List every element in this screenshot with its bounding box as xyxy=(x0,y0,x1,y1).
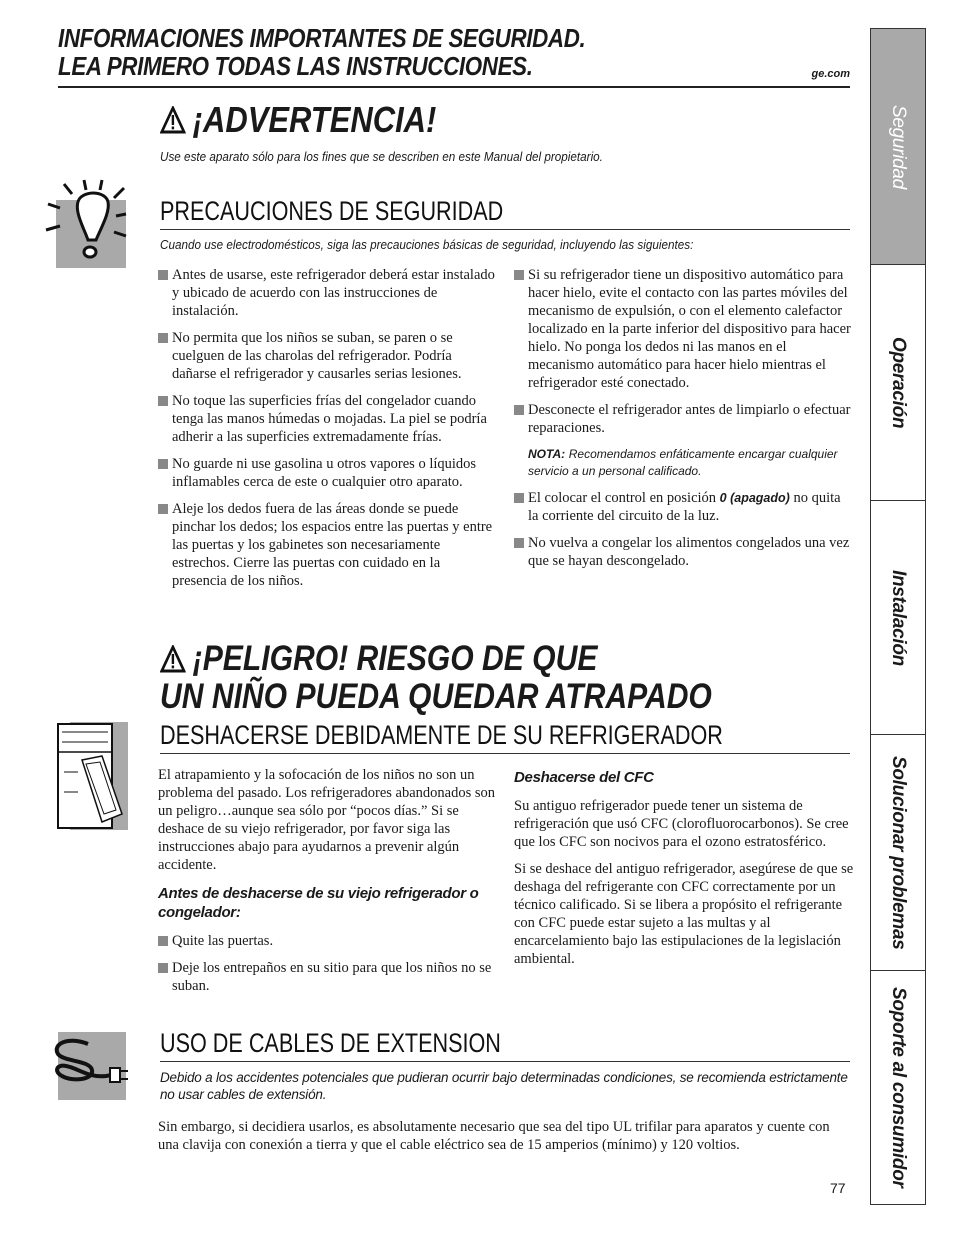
list-item: Si su refrigerador tiene un dispositivo automático para hacer hielo, evite el contacto con las partes móviles del mecanismo de expulsión, o con el elemento calefactor localizado en la parte inferior del dispositivo para hacer hielo. No ponga los dedos ni las manos en el mecanismo automático para hacer hielo mientras el refrigerador esté conectado. xyxy=(514,266,854,392)
tab-instalacion[interactable]: Instalación xyxy=(871,501,925,735)
cfc-paragraph: Su antiguo refrigerador puede tener un sistema de refrigeración que usó CFC (clorofluorocarbonos). Se cree que los CFC son nocivos para el ozono estratosférico. xyxy=(514,798,849,850)
bullet-square-icon xyxy=(158,963,168,973)
service-note: NOTA: Recomendamos enfáticamente encargar cualquier servicio a un personal calificado. xyxy=(528,447,838,478)
bullet-square-icon xyxy=(158,936,168,946)
website-link[interactable]: ge.com xyxy=(811,68,850,80)
warning-triangle-icon xyxy=(160,106,186,134)
cfc-paragraph: Si se deshace del antiguo refrigerador, asegúrese de que se deshaga del refrigerante con CFC correctamente por un técnico calificado. Si se libera a propósito el refrigerante con CFC puede estar sujeto a las multas y al encarcelamiento bajo las estipulaciones de la legislación ambiental. xyxy=(514,861,854,967)
list-item: Deje los entrepaños en su sitio para que los niños no se suban. xyxy=(158,959,498,995)
list-item: Quite las puertas. xyxy=(158,932,498,950)
precautions-left-column xyxy=(158,266,498,599)
precautions-right-column xyxy=(514,266,854,579)
extension-cord-icon xyxy=(48,1030,132,1102)
bullet-square-icon xyxy=(158,396,168,406)
precautions-title: PRECAUCIONES DE SEGURIDAD xyxy=(160,196,504,226)
bullet-square-icon xyxy=(158,459,168,469)
bullet-square-icon xyxy=(158,504,168,514)
header-title-line2: LEA PRIMERO TODAS LAS INSTRUCCIONES. xyxy=(58,51,533,81)
list-item: No guarde ni use gasolina u otros vapores o líquidos inflamables cerca de este o cualquier otro aparato. xyxy=(158,455,498,491)
bullet-square-icon xyxy=(158,270,168,280)
extension-cords-title: USO DE CABLES DE EXTENSION xyxy=(160,1028,501,1058)
list-item: Aleje los dedos fuera de las áreas donde se puede pinchar los dedos; los espacios entre las puertas y entre las puertas y los gabinetes son necesariamente estrechos. Cierre las puertas con cuidado en la presencia de los niños. xyxy=(158,500,498,590)
tab-seguridad[interactable]: Seguridad xyxy=(871,29,925,265)
exclamation-icon xyxy=(44,178,128,270)
cfc-heading: Deshacerse del CFC xyxy=(514,769,654,786)
bullet-square-icon xyxy=(514,538,524,548)
refrigerator-icon xyxy=(56,722,128,832)
entrapment-intro: El atrapamiento y la sofocación de los niños no son un problema del pasado. Los refrigeradores abandonados son un peligro…aunque sea sólo por “pocos días.” Si se deshace de su viejo refrigerador, por favor siga las instrucciones abajo para ayudarnos a prevenir algún accidente. xyxy=(158,767,496,873)
warning-intro: Use este aparato sólo para los fines que se describen en este Manual del propietario. xyxy=(160,149,603,164)
disposal-right-column xyxy=(514,766,854,977)
warning-title: ¡ADVERTENCIA! xyxy=(160,100,436,140)
list-item: Desconecte el refrigerador antes de limpiarlo o efectuar reparaciones. xyxy=(514,401,854,437)
header-title-line1: INFORMACIONES IMPORTANTES DE SEGURIDAD. xyxy=(58,23,586,53)
bullet-square-icon xyxy=(158,333,168,343)
danger-title: ¡PELIGRO! RIESGO DE QUE UN NIÑO PUEDA QUEDAR ATRAPADO xyxy=(160,639,712,716)
disposal-left-column xyxy=(158,766,498,1004)
bullet-square-icon xyxy=(514,493,524,503)
disposal-divider xyxy=(160,753,850,754)
before-disposal-heading: Antes de deshacerse de su viejo refrigerador o congelador: xyxy=(158,885,479,921)
warning-triangle-icon xyxy=(160,645,186,673)
tab-solucionar-problemas[interactable]: Solucionar problemas xyxy=(871,735,925,971)
list-item: No vuelva a congelar los alimentos congelados una vez que se hayan descongelado. xyxy=(514,534,854,570)
extension-body: Sin embargo, si decidiera usarlos, es absolutamente necesario que sea del tipo UL trifilar para aparatos y cuente con una clavija con conexión a tierra y que el cable eléctrico sea de 15 amperios (mínimo) y 120 voltios. xyxy=(158,1119,830,1153)
section-sidebar xyxy=(870,28,926,1205)
list-item: No toque las superficies frías del congelador cuando tenga las manos húmedas o mojadas. La piel se podría adherir a las superficies extremadamente frías. xyxy=(158,392,498,446)
list-item: No permita que los niños se suban, se paren o se cuelguen de las charolas del refrigerador. Podría dañarse el refrigerador y causarles serias lesiones. xyxy=(158,329,498,383)
tab-operacion[interactable]: Operación xyxy=(871,265,925,501)
bullet-square-icon xyxy=(514,270,524,280)
header-divider xyxy=(58,86,850,88)
extension-intro: Debido a los accidentes potenciales que pudieran ocurrir bajo determinadas condiciones, se recomienda estrictamente no usar cables de extensión. xyxy=(160,1070,848,1102)
precautions-divider xyxy=(160,229,850,230)
bullet-square-icon xyxy=(514,405,524,415)
tab-soporte-al-consumidor[interactable]: Soporte al consumidor xyxy=(888,987,909,1188)
disposal-title: DESHACERSE DEBIDAMENTE DE SU REFRIGERADOR xyxy=(160,720,723,750)
page-header xyxy=(58,24,850,80)
list-item: Antes de usarse, este refrigerador deberá estar instalado y ubicado de acuerdo con las instrucciones de instalación. xyxy=(158,266,498,320)
extension-divider xyxy=(160,1061,850,1062)
page-number: 77 xyxy=(830,1180,846,1196)
list-item: El colocar el control en posición 0 (apagado) no quita la corriente del circuito de la luz. xyxy=(514,489,854,525)
precautions-intro: Cuando use electrodomésticos, siga las precauciones básicas de seguridad, incluyendo las siguientes: xyxy=(160,237,694,252)
